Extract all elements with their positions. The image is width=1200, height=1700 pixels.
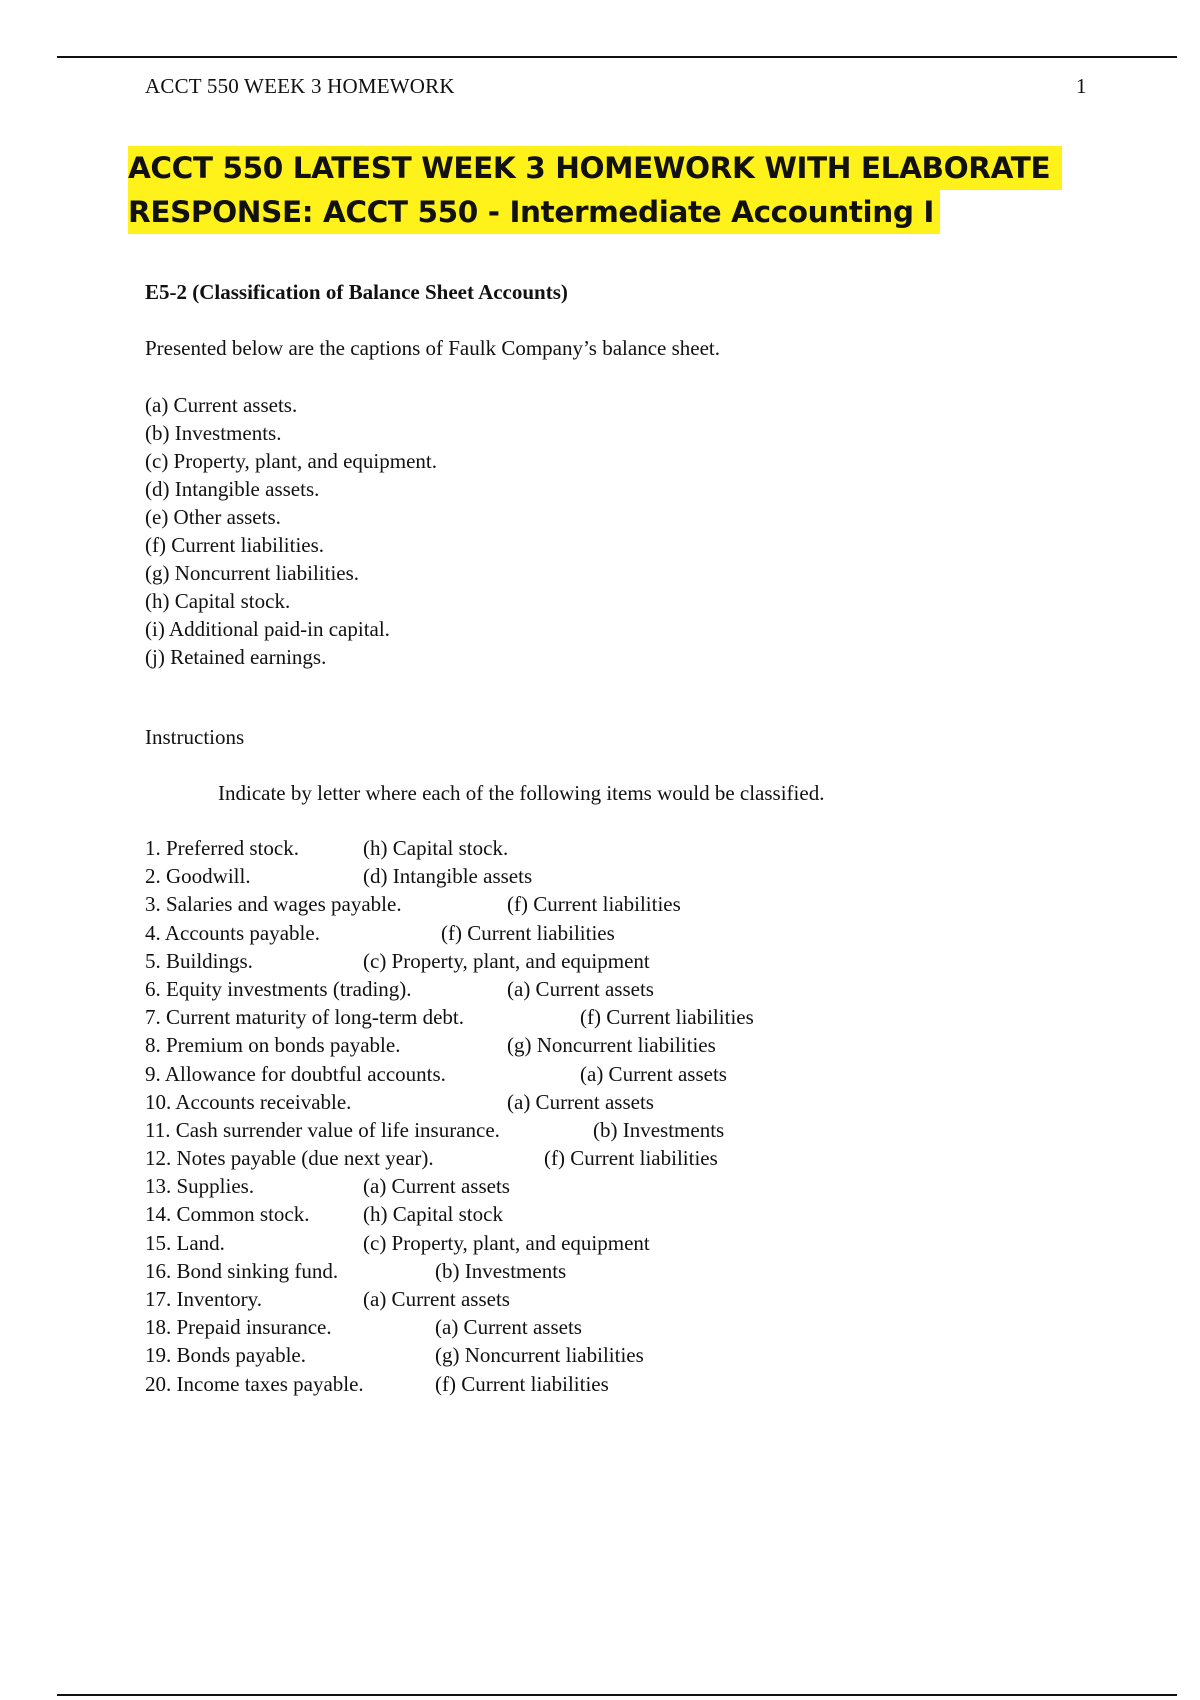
answer-item: 1. Preferred stock. [145,836,299,860]
answer-row [145,1313,1045,1341]
answer-classification: (g) Noncurrent liabilities [435,1343,644,1368]
caption-item: (b) Investments. [145,421,282,445]
answer-row [145,834,1045,862]
answer-item: 3. Salaries and wages payable. [145,892,402,917]
answer-classification: (f) Current liabilities [435,1371,609,1396]
answer-item: 17. Inventory. [145,1287,263,1311]
instructions-heading: Instructions [145,725,245,749]
answer-row [145,1172,1045,1200]
answer-classification: (b) Investments [593,1117,725,1142]
caption-item: (j) Retained earnings. [145,645,327,669]
answer-item: 12. Notes payable (due next year). [145,1146,434,1171]
answer-row [145,975,1045,1003]
classification-answers-list [145,834,1045,1398]
answer-classification: (a) Current assets [435,1315,582,1340]
answer-classification: (h) Capital stock. [363,836,509,860]
answer-item: 7. Current maturity of long-term debt. [145,1005,465,1030]
answer-row [145,1060,1045,1088]
answer-item: 16. Bond sinking fund. [145,1258,339,1283]
caption-item: (i) Additional paid-in capital. [145,617,390,641]
answer-classification: (g) Noncurrent liabilities [507,1033,716,1058]
answer-row [145,1229,1045,1257]
answer-classification: (f) Current liabilities [544,1146,718,1171]
answer-item: 20. Income taxes payable. [145,1371,364,1396]
answer-classification: (b) Investments [435,1258,567,1283]
answer-classification: (h) Capital stock [363,1202,503,1227]
answer-classification: (d) Intangible assets [363,864,533,889]
answer-classification: (f) Current liabilities [441,920,615,945]
answer-item: 14. Common stock. [145,1202,310,1227]
answer-item: 13. Supplies. [145,1174,255,1199]
answer-row [145,919,1045,947]
banner-line-2: RESPONSE: ACCT 550 - Intermediate Accounting I [128,190,940,234]
caption-item: (g) Noncurrent liabilities. [145,561,360,585]
answer-item: 18. Prepaid insurance. [145,1315,332,1340]
answer-row [145,947,1045,975]
caption-item: (f) Current liabilities. [145,533,325,557]
document-banner [128,146,1062,234]
exercise-intro: Presented below are the captions of Faulk Company’s balance sheet. [145,336,720,360]
answer-item: 5. Buildings. [145,948,253,973]
answer-classification: (a) Current assets [363,1174,510,1199]
answer-item: 2. Goodwill. [145,864,251,889]
header-rule [57,56,1177,58]
answer-classification: (a) Current assets [507,1089,654,1114]
caption-item: (d) Intangible assets. [145,477,320,501]
answer-row [145,1200,1045,1228]
answer-row [145,1370,1045,1398]
running-header-title: ACCT 550 WEEK 3 HOMEWORK [145,74,455,98]
balance-sheet-captions-list [145,391,437,671]
answer-classification: (a) Current assets [507,976,654,1001]
answer-row [145,1031,1045,1059]
caption-item: (e) Other assets. [145,505,281,529]
answer-item: 15. Land. [145,1230,225,1255]
answer-item: 11. Cash surrender value of life insurance. [145,1117,500,1142]
caption-item: (c) Property, plant, and equipment. [145,449,437,473]
answer-row [145,1144,1045,1172]
answer-row [145,1257,1045,1285]
answer-classification: (a) Current assets [363,1287,510,1311]
answer-row [145,1088,1045,1116]
instructions-text: Indicate by letter where each of the following items would be classified. [218,781,825,805]
footer-rule [57,1694,1177,1696]
answer-item: 10. Accounts receivable. [145,1089,352,1114]
answer-classification: (c) Property, plant, and equipment [363,948,650,973]
banner-line-1: ACCT 550 LATEST WEEK 3 HOMEWORK WITH ELABORATE [128,146,1062,190]
answer-row [145,862,1045,890]
answer-classification: (a) Current assets [580,1061,727,1086]
exercise-title: E5-2 (Classification of Balance Sheet Accounts) [145,280,568,304]
answer-classification: (f) Current liabilities [580,1005,754,1030]
answer-row [145,1285,1045,1313]
answer-classification: (f) Current liabilities [507,892,681,917]
answer-row [145,890,1045,918]
answer-item: 19. Bonds payable. [145,1343,306,1368]
answer-item: 8. Premium on bonds payable. [145,1033,401,1058]
answer-item: 9. Allowance for doubtful accounts. [145,1061,446,1086]
caption-item: (h) Capital stock. [145,589,291,613]
answer-row [145,1003,1045,1031]
answer-row [145,1116,1045,1144]
answer-item: 6. Equity investments (trading). [145,976,412,1001]
answer-classification: (c) Property, plant, and equipment [363,1230,650,1255]
caption-item: (a) Current assets. [145,393,298,417]
page-number: 1 [1076,74,1087,98]
answer-row [145,1341,1045,1369]
answer-item: 4. Accounts payable. [145,920,320,945]
